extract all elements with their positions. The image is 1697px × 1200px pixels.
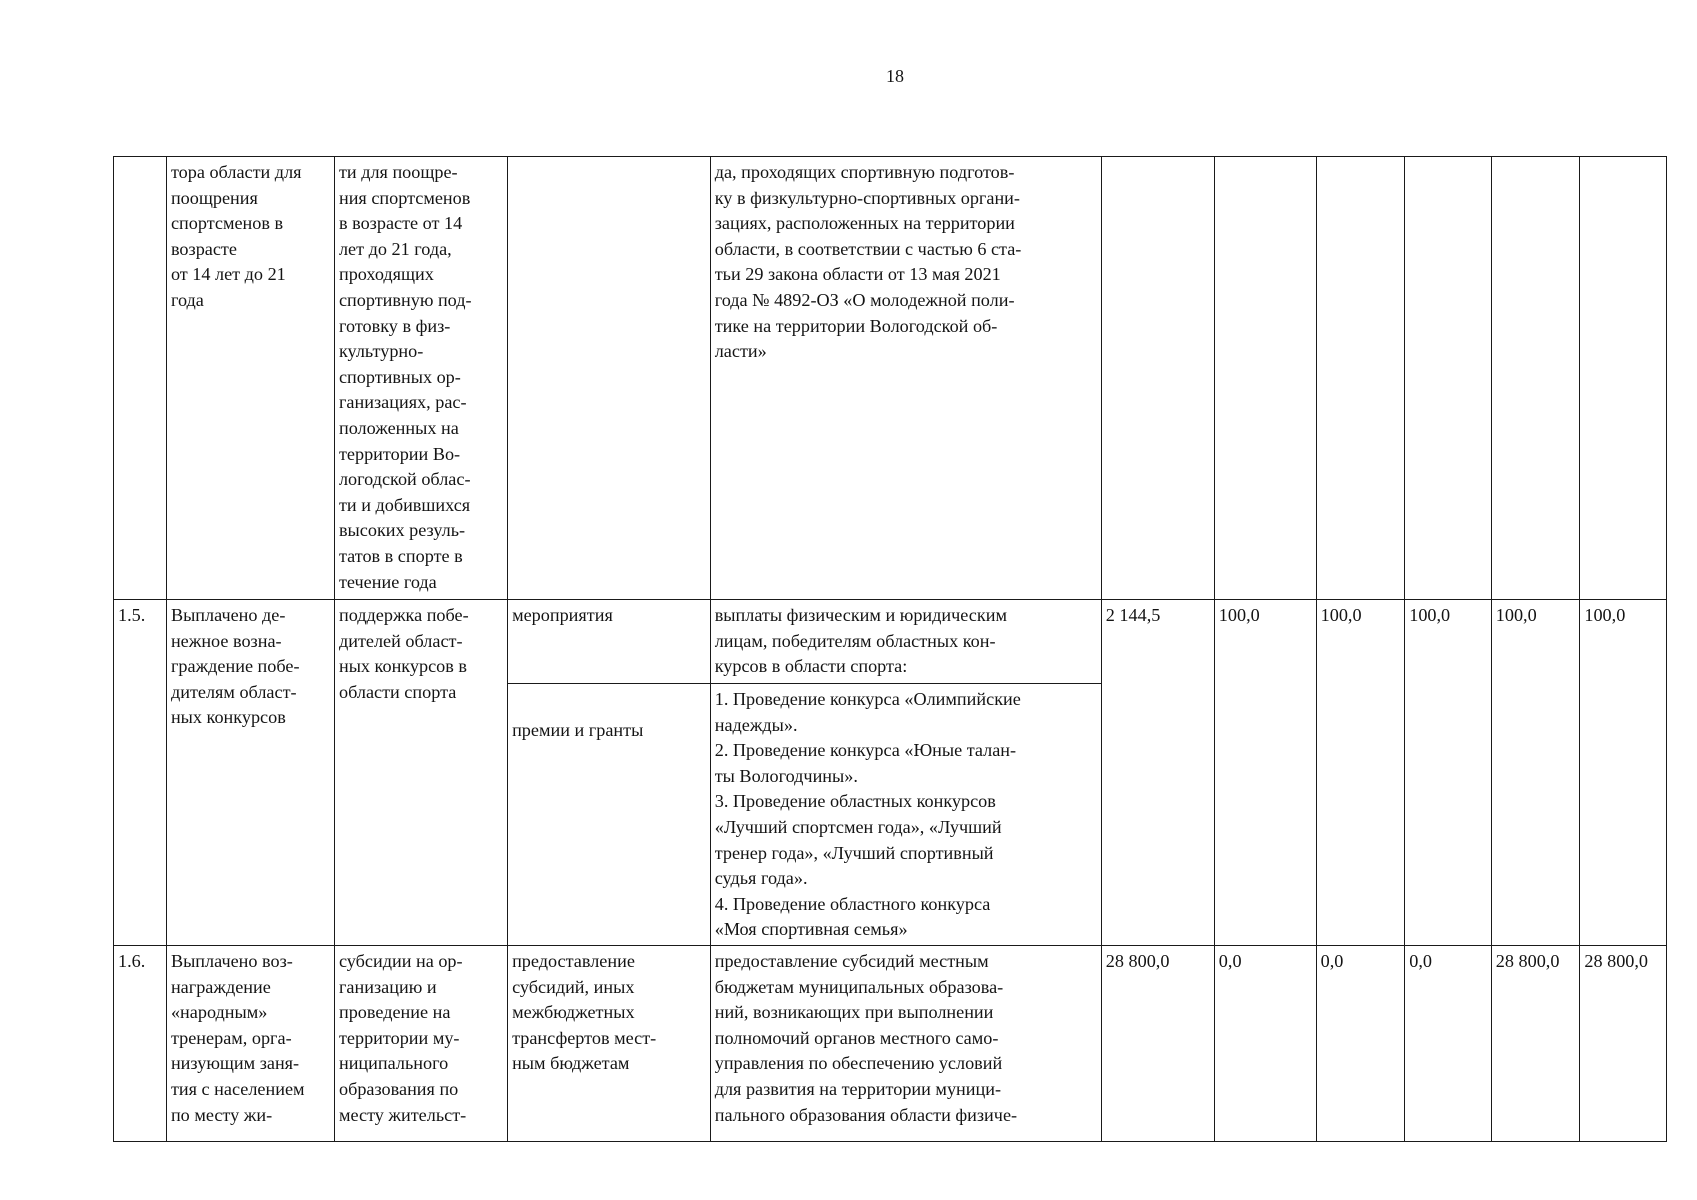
result-cell: тора области для поощрения спортсменов в возрасте от 14 лет до 21 года bbox=[166, 157, 334, 600]
value-cell: 0,0 bbox=[1316, 946, 1405, 1142]
value-cell: 28 800,0 bbox=[1491, 946, 1580, 1142]
value-cell: 100,0 bbox=[1405, 600, 1492, 946]
value-cell: 0,0 bbox=[1214, 946, 1316, 1142]
table-row bbox=[114, 157, 1667, 600]
result-cell: Выплачено воз- награждение «народным» тренерам, орга- низующим заня- тия с населением по месту жи- bbox=[166, 946, 334, 1142]
type-cell: предоставление субсидий, иных межбюджетных трансфертов мест- ным бюджетам bbox=[508, 946, 711, 1142]
value-cell bbox=[1316, 157, 1405, 600]
result-cell: Выплачено де- нежное возна- граждение побе- дителям област- ных конкурсов bbox=[166, 600, 334, 946]
value-cell: 100,0 bbox=[1491, 600, 1580, 946]
type-cell: премии и гранты bbox=[508, 684, 711, 946]
table-row bbox=[114, 600, 1667, 684]
value-cell: 100,0 bbox=[1316, 600, 1405, 946]
value-cell: 28 800,0 bbox=[1580, 946, 1667, 1142]
row-number: 1.5. bbox=[114, 600, 167, 946]
value-cell: 100,0 bbox=[1580, 600, 1667, 946]
task-cell: субсидии на ор- ганизацию и проведение на территории му- ниципального образования по месту жительст- bbox=[334, 946, 507, 1142]
table-row bbox=[114, 946, 1667, 1142]
value-cell bbox=[1491, 157, 1580, 600]
description-cell: предоставление субсидий местным бюджетам муниципальных образова- ний, возникающих при выполнении полномочий органов местного само- управления по обеспечению условий для развития на территории муници- пального образования области физиче- bbox=[710, 946, 1101, 1142]
type-cell bbox=[508, 157, 711, 600]
task-cell: ти для поощре- ния спортсменов в возрасте от 14 лет до 21 года, проходящих спортивную под- готовку в физ- культурно- спортивных ор- ганизациях, рас- положенных на территории Во- логодской облас- ти и добившихся высоких резуль- татов в спорте в течение года bbox=[334, 157, 507, 600]
description-cell: да, проходящих спортивную подготов- ку в физкультурно-спортивных органи- зациях, расположенных на территории области, в соответствии с частью 6 ста- тьи 29 закона области от 13 мая 2021 года № 4892-ОЗ «О молодежной поли- тике на территории Вологодской об- ласти» bbox=[710, 157, 1101, 600]
row-number: 1.6. bbox=[114, 946, 167, 1142]
value-cell bbox=[1214, 157, 1316, 600]
type-cell: мероприятия bbox=[508, 600, 711, 684]
task-cell: поддержка побе- дителей област- ных конкурсов в области спорта bbox=[334, 600, 507, 946]
page-number: 18 bbox=[886, 66, 904, 86]
description-cell: выплаты физическим и юридическим лицам, победителям областных кон- курсов в области спорта: bbox=[710, 600, 1101, 684]
description-cell: 1. Проведение конкурса «Олимпийские надежды». 2. Проведение конкурса «Юные талан- ты Вологодчины». 3. Проведение областных конкурсов «Лучший спортсмен года», «Лучший тренер года», «Лучший спортивный судья года». 4. Проведение областного конкурса «Моя спортивная семья» bbox=[710, 684, 1101, 946]
value-cell: 100,0 bbox=[1214, 600, 1316, 946]
row-number bbox=[114, 157, 167, 600]
value-cell bbox=[1580, 157, 1667, 600]
value-cell: 28 800,0 bbox=[1101, 946, 1214, 1142]
value-cell: 0,0 bbox=[1405, 946, 1492, 1142]
value-cell bbox=[1101, 157, 1214, 600]
value-cell bbox=[1405, 157, 1492, 600]
budget-table bbox=[113, 156, 1667, 1142]
value-cell: 2 144,5 bbox=[1101, 600, 1214, 946]
